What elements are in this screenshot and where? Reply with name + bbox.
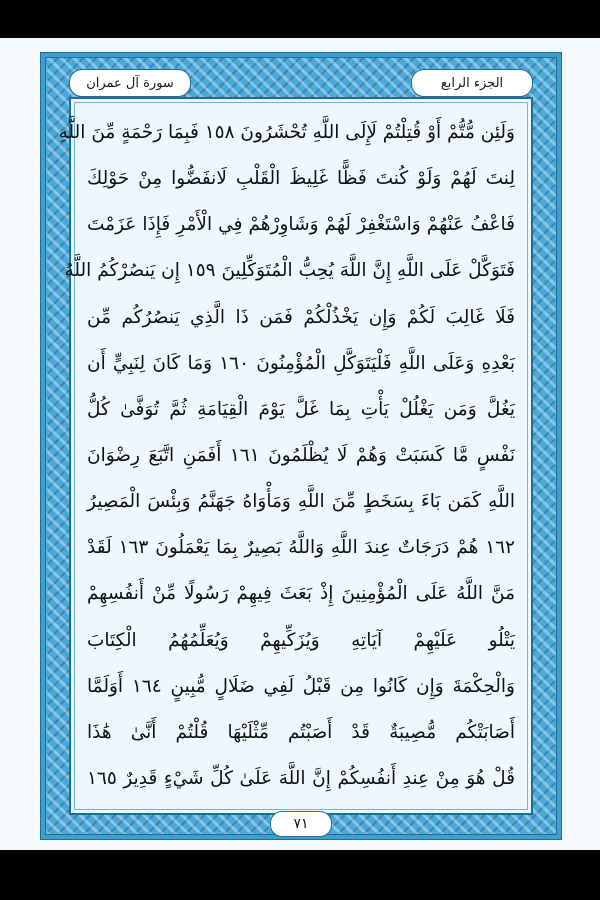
- mushaf-page: [0, 38, 600, 850]
- verse-line: فَاعْفُ عَنْهُمْ وَاسْتَغْفِرْ لَهُمْ وَشَاوِرْهُمْ فِي الْأَمْرِ فَإِذَا عَزَمْتَ: [87, 214, 515, 236]
- verse-line: مَنَّ اللَّهُ عَلَى الْمُؤْمِنِينَ إِذْ بَعَثَ فِيهِمْ رَسُولًا مِّنْ أَنفُسِهِمْ: [87, 583, 515, 605]
- verse-line: فَلَا غَالِبَ لَكُمْ وَإِن يَخْذُلْكُمْ فَمَن ذَا الَّذِي يَنصُرُكُم مِّن: [87, 306, 515, 328]
- verse-line: أَصَابَتْكُم مُّصِيبَةٌ قَدْ أَصَبْتُم مِّثْلَيْهَا قُلْتُمْ أَنَّىٰ هَٰذَا: [87, 721, 515, 743]
- surah-label: سورة آل عمران: [69, 69, 191, 97]
- verse-line: يَغُلَّ وَمَن يَغْلُلْ يَأْتِ بِمَا غَلَّ يَوْمَ الْقِيَامَةِ ثُمَّ تُوَفَّىٰ كُلُّ: [87, 398, 515, 420]
- verse-line: لِنتَ لَهُمْ وَلَوْ كُنتَ فَظًّا غَلِيظَ الْقَلْبِ لَانفَضُّوا مِنْ حَوْلِكَ: [87, 168, 515, 190]
- verse-line: بَعْدِهِ وَعَلَى اللَّهِ فَلْيَتَوَكَّلِ الْمُؤْمِنُونَ ١٦٠ وَمَا كَانَ لِنَبِيٍّ أَن: [87, 352, 515, 374]
- verse-lines: [58, 113, 516, 799]
- verse-line: فَتَوَكَّلْ عَلَى اللَّهِ إِنَّ اللَّهَ يُحِبُّ الْمُتَوَكِّلِينَ ١٥٩ إِن يَنصُرْكُمُ اللَّهُ: [64, 260, 515, 282]
- verse-line: يَتْلُو عَلَيْهِمْ آيَاتِهِ وَيُزَكِّيهِمْ وَيُعَلِّمُهُمُ الْكِتَابَ: [87, 629, 515, 651]
- text-panel: [58, 97, 533, 815]
- ornamental-frame: [40, 52, 562, 840]
- page-number: ٧١: [270, 811, 332, 837]
- verse-line: وَلَئِن مُّتُّمْ أَوْ قُتِلْتُمْ لَإِلَى اللَّهِ تُحْشَرُونَ ١٥٨ فَبِمَا رَحْمَةٍ مِّنَ اللَّهِ: [58, 122, 515, 143]
- verse-line: قُلْ هُوَ مِنْ عِندِ أَنفُسِكُمْ إِنَّ اللَّهَ عَلَىٰ كُلِّ شَيْءٍ قَدِيرٌ ١٦٥: [87, 767, 515, 789]
- verse-line: نَفْسٍ مَّا كَسَبَتْ وَهُمْ لَا يُظْلَمُونَ ١٦١ أَفَمَنِ اتَّبَعَ رِضْوَانَ: [87, 444, 516, 466]
- verse-line: وَالْحِكْمَةَ وَإِن كَانُوا مِن قَبْلُ لَفِي ضَلَالٍ مُّبِينٍ ١٦٤ أَوَلَمَّا: [87, 675, 515, 697]
- verse-line: ١٦٢ هُمْ دَرَجَاتٌ عِندَ اللَّهِ وَاللَّهُ بَصِيرٌ بِمَا يَعْمَلُونَ ١٦٣ لَقَدْ: [87, 537, 515, 559]
- juz-label: الجزء الرابع: [411, 69, 533, 97]
- verse-line: اللَّهِ كَمَن بَاءَ بِسَخَطٍ مِّنَ اللَّهِ وَمَأْوَاهُ جَهَنَّمُ وَبِئْسَ الْمَصِيرُ: [87, 491, 515, 513]
